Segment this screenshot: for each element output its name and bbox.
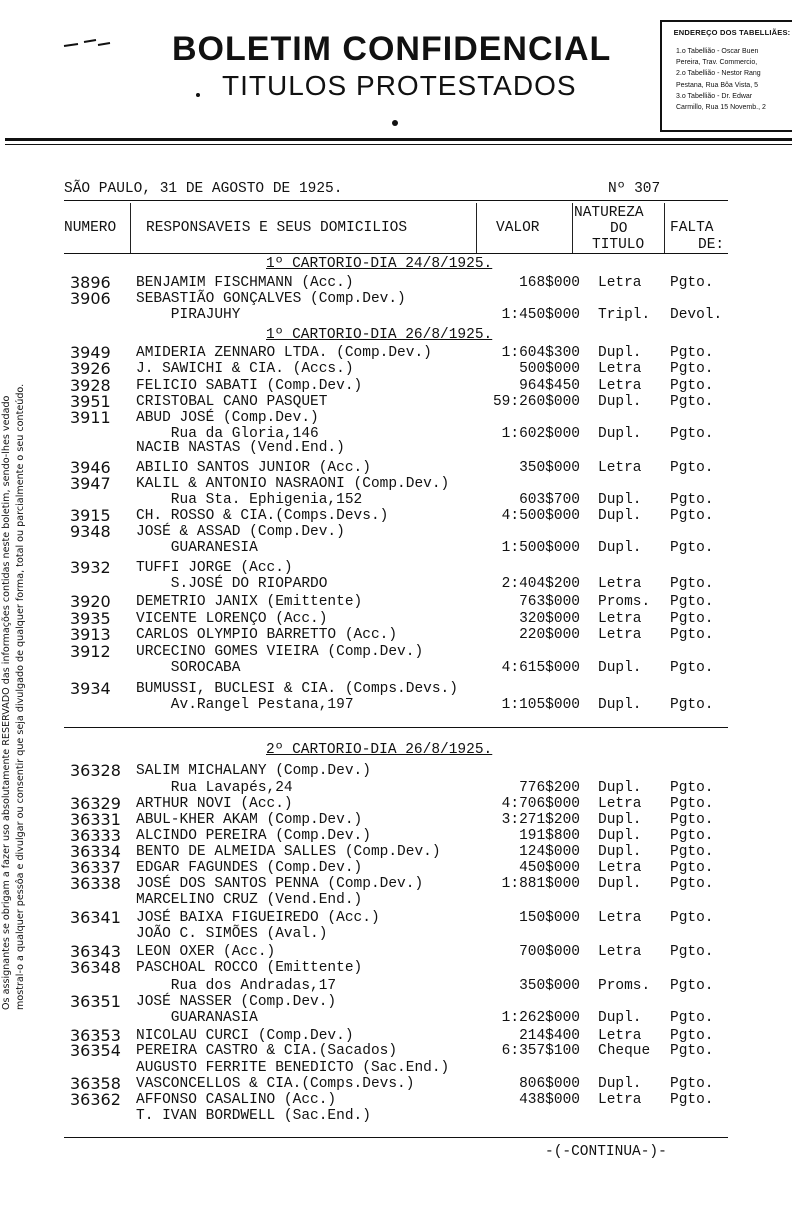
row-number: 36343 [70,942,121,961]
tabelliaes-line: 1.o Tabellião - Oscar Buen [676,48,759,55]
row-natureza: Letra [598,910,642,926]
row-responsavel: ABUD JOSÉ (Comp.Dev.) [136,410,319,426]
row-falta: Pgto. [670,540,714,556]
row-natureza: Proms. [598,594,651,610]
row-valor: 168$000 [519,275,580,291]
row-number: 3934 [70,679,111,698]
section-heading: 1º CARTORIO-DIA 24/8/1925. [266,256,493,272]
row-natureza: Dupl. [598,844,642,860]
row-responsavel: J. SAWICHI & CIA. (Accs.) [136,361,354,377]
row-natureza: Letra [598,576,642,592]
tabelliaes-line: 3.o Tabellião - Dr. Edwar [676,92,753,100]
dot-mark [392,120,398,126]
row-valor: 1:604$300 [501,345,580,361]
row-valor: 3:271$200 [501,812,580,828]
row-valor: 220$000 [519,627,580,643]
row-number: 36354 [70,1041,121,1060]
row-falta: Pgto. [670,508,714,524]
row-responsavel: KALIL & ANTONIO NASRAONI (Comp.Dev.) [136,476,450,492]
row-responsavel: JOSÉ & ASSAD (Comp.Dev.) [136,524,345,540]
row-responsavel: BENJAMIM FISCHMANN (Acc.) [136,275,354,291]
row-valor: 603$700 [519,492,580,508]
row-natureza: Dupl. [598,660,642,676]
row-valor: 191$800 [519,828,580,844]
row-falta: Pgto. [670,394,714,410]
tabelliaes-box [660,20,792,132]
row-number: 36331 [70,810,121,829]
side-note-line1: Os assignantes se obrigam a fazer uso absolutamente RESERVADO das informações contidas neste boletim, sendo-lhes vedado [1,395,12,1010]
row-responsavel: CRISTOBAL CANO PASQUET [136,394,328,410]
row-number: 36341 [70,908,121,927]
row-number: 3932 [70,558,111,577]
page-subtitle: TITULOS PROTESTADOS [222,70,577,101]
row-natureza: Dupl. [598,697,642,713]
row-natureza: Dupl. [598,540,642,556]
col-natureza-do: DO [610,221,628,237]
row-responsavel: SALIM MICHALANY (Comp.Dev.) [136,763,371,779]
row-falta: Pgto. [670,426,714,442]
row-natureza: Letra [598,627,642,643]
row-responsavel: EDGAR FAGUNDES (Comp.Dev.) [136,860,363,876]
row-valor: 1:602$000 [501,426,580,442]
row-responsavel: NACIB NASTAS (Vend.End.) [136,440,345,456]
row-valor: 214$400 [519,1028,580,1044]
row-number: 3947 [70,474,111,493]
continua-label: -(-CONTINUA-)- [545,1144,667,1160]
row-responsavel: PASCHOAL ROCCO (Emittente) [136,960,363,976]
row-valor: 2:404$200 [501,576,580,592]
header-rule-thick [5,138,792,141]
row-number: 3912 [70,642,111,661]
row-responsavel: ARTHUR NOVI (Acc.) [136,796,293,812]
row-falta: Pgto. [670,780,714,796]
row-falta: Pgto. [670,796,714,812]
section-heading: 2º CARTORIO-DIA 26/8/1925. [266,742,493,758]
row-natureza: Letra [598,460,642,476]
row-falta: Pgto. [670,828,714,844]
row-natureza: Letra [598,860,642,876]
row-responsavel: AFFONSO CASALINO (Acc.) [136,1092,337,1108]
row-valor: 964$450 [519,378,580,394]
col-falta: FALTA [670,220,714,236]
col-numero: NUMERO [64,220,117,236]
row-responsavel: AMIDERIA ZENNARO LTDA. (Comp.Dev.) [136,345,432,361]
row-falta: Pgto. [670,627,714,643]
row-valor: 4:615$000 [501,660,580,676]
row-number: 36351 [70,992,121,1011]
row-natureza: Letra [598,275,642,291]
row-natureza: Dupl. [598,876,642,892]
top-rule [64,200,728,201]
tabelliaes-line: Carmillo, Rua 15 Novemb., 2 [676,104,766,112]
row-falta: Pgto. [670,660,714,676]
row-responsavel: BENTO DE ALMEIDA SALLES (Comp.Dev.) [136,844,441,860]
row-falta: Pgto. [670,460,714,476]
col-divider [572,203,573,253]
row-number: 36333 [70,826,121,845]
col-valor: VALOR [496,220,540,236]
row-responsavel: Rua Lavapés,24 [136,780,293,796]
row-falta: Pgto. [670,611,714,627]
row-responsavel: SOROCABA [136,660,241,676]
row-falta: Pgto. [670,275,714,291]
row-number: 3935 [70,609,111,628]
row-natureza: Dupl. [598,828,642,844]
row-falta: Pgto. [670,978,714,994]
tabelliaes-line: Pestana, Rua Bôa Vista, 5 [676,81,758,89]
row-responsavel: FELICIO SABATI (Comp.Dev.) [136,378,363,394]
row-valor: 6:357$100 [501,1043,580,1059]
row-number: 36338 [70,874,121,893]
row-number: 3906 [70,289,111,308]
section-rule [64,727,728,728]
place-date: SÃO PAULO, 31 DE AGOSTO DE 1925. [64,181,343,197]
tabelliaes-heading: ENDEREÇO DOS TABELLIÃES: [673,28,791,37]
row-falta: Pgto. [670,1092,714,1108]
row-natureza: Dupl. [598,492,642,508]
row-responsavel: DEMETRIO JANIX (Emittente) [136,594,363,610]
row-natureza: Dupl. [598,1010,642,1026]
col-divider [664,203,665,253]
row-responsavel: S.JOSÉ DO RIOPARDO [136,576,328,592]
row-natureza: Letra [598,1092,642,1108]
row-valor: 1:500$000 [501,540,580,556]
row-natureza: Dupl. [598,426,642,442]
row-valor: 438$000 [519,1092,580,1108]
col-divider [130,203,131,253]
row-number: 3913 [70,625,111,644]
row-responsavel: MARCELINO CRUZ (Vend.End.) [136,892,363,908]
row-number: 36362 [70,1090,121,1109]
row-valor: 806$000 [519,1076,580,1092]
row-responsavel: GUARANESIA [136,540,258,556]
row-natureza: Dupl. [598,394,642,410]
row-valor: 1:881$000 [501,876,580,892]
row-responsavel: NICOLAU CURCI (Comp.Dev.) [136,1028,354,1044]
row-natureza: Dupl. [598,508,642,524]
row-responsavel: URCECINO GOMES VIEIRA (Comp.Dev.) [136,644,424,660]
row-responsavel: VASCONCELLOS & CIA.(Comps.Devs.) [136,1076,415,1092]
row-natureza: Dupl. [598,1076,642,1092]
row-number: 3915 [70,506,111,525]
col-natureza-titulo: TITULO [592,237,645,253]
row-natureza: Letra [598,944,642,960]
row-falta: Pgto. [670,1076,714,1092]
row-valor: 1:105$000 [501,697,580,713]
row-valor: 320$000 [519,611,580,627]
row-natureza: Cheque [598,1043,651,1059]
row-responsavel: Rua dos Andradas,17 [136,978,337,994]
row-valor: 1:450$000 [501,307,580,323]
row-natureza: Letra [598,1028,642,1044]
dot-mark [196,93,200,97]
row-valor: 124$000 [519,844,580,860]
row-natureza: Letra [598,611,642,627]
tabelliaes-line: 2.o Tabellião - Nestor Rang [676,70,761,78]
bottom-rule [64,1137,728,1138]
row-valor: 4:706$000 [501,796,580,812]
row-falta: Pgto. [670,910,714,926]
row-number: 36358 [70,1074,121,1093]
row-valor: 4:500$000 [501,508,580,524]
row-falta: Pgto. [670,1043,714,1059]
col-falta-de: DE: [698,237,725,253]
row-natureza: Letra [598,361,642,377]
row-falta: Pgto. [670,697,714,713]
row-natureza: Proms. [598,978,651,994]
row-falta: Pgto. [670,378,714,394]
row-responsavel: ALCINDO PEREIRA (Comp.Dev.) [136,828,371,844]
row-responsavel: Rua Sta. Ephigenia,152 [136,492,363,508]
row-number: 36328 [70,761,121,780]
row-responsavel: CARLOS OLYMPIO BARRETTO (Acc.) [136,627,398,643]
row-falta: Pgto. [670,812,714,828]
row-falta: Pgto. [670,1010,714,1026]
col-divider [476,203,477,253]
row-responsavel: Av.Rangel Pestana,197 [136,697,354,713]
row-natureza: Dupl. [598,780,642,796]
row-responsavel: PIRAJUHY [136,307,241,323]
decorative-mark [62,36,112,50]
row-natureza: Letra [598,796,642,812]
row-responsavel: ABILIO SANTOS JUNIOR (Acc.) [136,460,371,476]
row-responsavel: ABUL-KHER AKAM (Comp.Dev.) [136,812,363,828]
row-number: 3920 [70,592,111,611]
row-number: 3896 [70,273,111,292]
row-natureza: Tripl. [598,307,651,323]
row-falta: Pgto. [670,860,714,876]
row-falta: Pgto. [670,944,714,960]
row-responsavel: T. IVAN BORDWELL (Sac.End.) [136,1108,371,1124]
row-number: 3949 [70,343,111,362]
page-title: BOLETIM CONFIDENCIAL [172,30,612,68]
row-number: 36329 [70,794,121,813]
row-number: 36334 [70,842,121,861]
row-responsavel: LEON OXER (Acc.) [136,944,276,960]
row-number: 3946 [70,458,111,477]
row-responsavel: GUARANASIA [136,1010,258,1026]
row-falta: Pgto. [670,492,714,508]
row-responsavel: JOSÉ NASSER (Comp.Dev.) [136,994,337,1010]
row-number: 36348 [70,958,121,977]
header-bottom-rule [64,253,728,254]
section-heading: 1º CARTORIO-DIA 26/8/1925. [266,327,493,343]
row-falta: Pgto. [670,844,714,860]
row-falta: Pgto. [670,361,714,377]
col-natureza: NATUREZA [574,205,644,221]
row-responsavel: Rua da Gloria,146 [136,426,319,442]
row-number: 3926 [70,359,111,378]
row-valor: 150$000 [519,910,580,926]
row-valor: 1:262$000 [501,1010,580,1026]
bulletin-number: Nº 307 [608,181,661,197]
header-rule-thin [5,144,792,145]
row-falta: Pgto. [670,1028,714,1044]
row-falta: Pgto. [670,345,714,361]
row-responsavel: SEBASTIÃO GONÇALVES (Comp.Dev.) [136,291,406,307]
row-responsavel: JOSÉ BAIXA FIGUEIREDO (Acc.) [136,910,380,926]
row-responsavel: PEREIRA CASTRO & CIA.(Sacados) [136,1043,398,1059]
row-falta: Pgto. [670,576,714,592]
row-number: 36337 [70,858,121,877]
row-valor: 763$000 [519,594,580,610]
row-responsavel: JOÃO C. SIMÕES (Aval.) [136,926,328,942]
row-valor: 59:260$000 [492,394,580,410]
row-responsavel: AUGUSTO FERRITE BENEDICTO (Sac.End.) [136,1060,450,1076]
row-valor: 350$000 [519,978,580,994]
row-natureza: Dupl. [598,345,642,361]
row-valor: 776$200 [519,780,580,796]
row-valor: 700$000 [519,944,580,960]
row-responsavel: VICENTE LORENÇO (Acc.) [136,611,328,627]
col-responsaveis: RESPONSAVEIS E SEUS DOMICILIOS [146,220,408,236]
row-falta: Pgto. [670,876,714,892]
side-note-line2: mostral-o a qualquer pessôa e divulgar ou consentir que seja divulgado de qualquer forma, total ou parcialmente o seu conteúdo. [15,383,26,1010]
row-responsavel: CH. ROSSO & CIA.(Comps.Devs.) [136,508,389,524]
row-responsavel: JOSÉ DOS SANTOS PENNA (Comp.Dev.) [136,876,424,892]
row-valor: 350$000 [519,460,580,476]
row-natureza: Letra [598,378,642,394]
row-number: 3928 [70,376,111,395]
row-valor: 500$000 [519,361,580,377]
row-number: 36353 [70,1026,121,1045]
row-number: 3911 [70,408,111,427]
row-responsavel: TUFFI JORGE (Acc.) [136,560,293,576]
tabelliaes-line: Pereira, Trav. Commercio, [676,59,758,67]
row-number: 3951 [70,392,111,411]
side-note-text [0,190,30,1010]
row-number: 9348 [70,522,111,541]
row-falta: Devol. [670,307,723,323]
row-falta: Pgto. [670,594,714,610]
row-responsavel: BUMUSSI, BUCLESI & CIA. (Comps.Devs.) [136,681,458,697]
row-valor: 450$000 [519,860,580,876]
row-natureza: Dupl. [598,812,642,828]
